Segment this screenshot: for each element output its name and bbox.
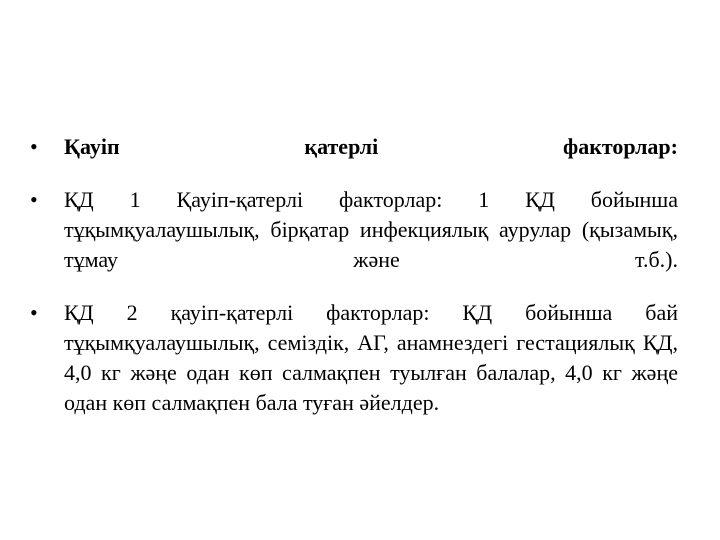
bullet-list <box>30 132 678 418</box>
bullet-text-risk-factors-heading: Қауіп қатерлі факторлар: <box>64 134 678 159</box>
bullet-marker: • <box>30 134 38 159</box>
bullet-marker: • <box>30 300 38 325</box>
bullet-marker: • <box>30 187 38 212</box>
bullet-item-type2-risk-factors <box>30 298 678 418</box>
bullet-item-risk-factors-heading <box>30 132 678 162</box>
bullet-text-type1-risk-factors: ҚД 1 Қауіп-қатерлі факторлар: 1 ҚД бойынша тұқымқуалаушылық, бірқатар инфекциялық аурулар (қызамық, тұмау және т.б.). <box>64 187 678 272</box>
bullet-item-type1-risk-factors <box>30 185 678 275</box>
bullet-text-type2-risk-factors: ҚД 2 қауіп-қатерлі факторлар: ҚД бойынша бай тұқымқуалаушылық, семіздік, АГ, анамнездегі гестациялық ҚД, 4,0 кг жәңе одан көп салмақпен туылған балалар, 4,0 кг жәңе одан көп салмақпен бала туған әйелдер. <box>64 300 678 415</box>
